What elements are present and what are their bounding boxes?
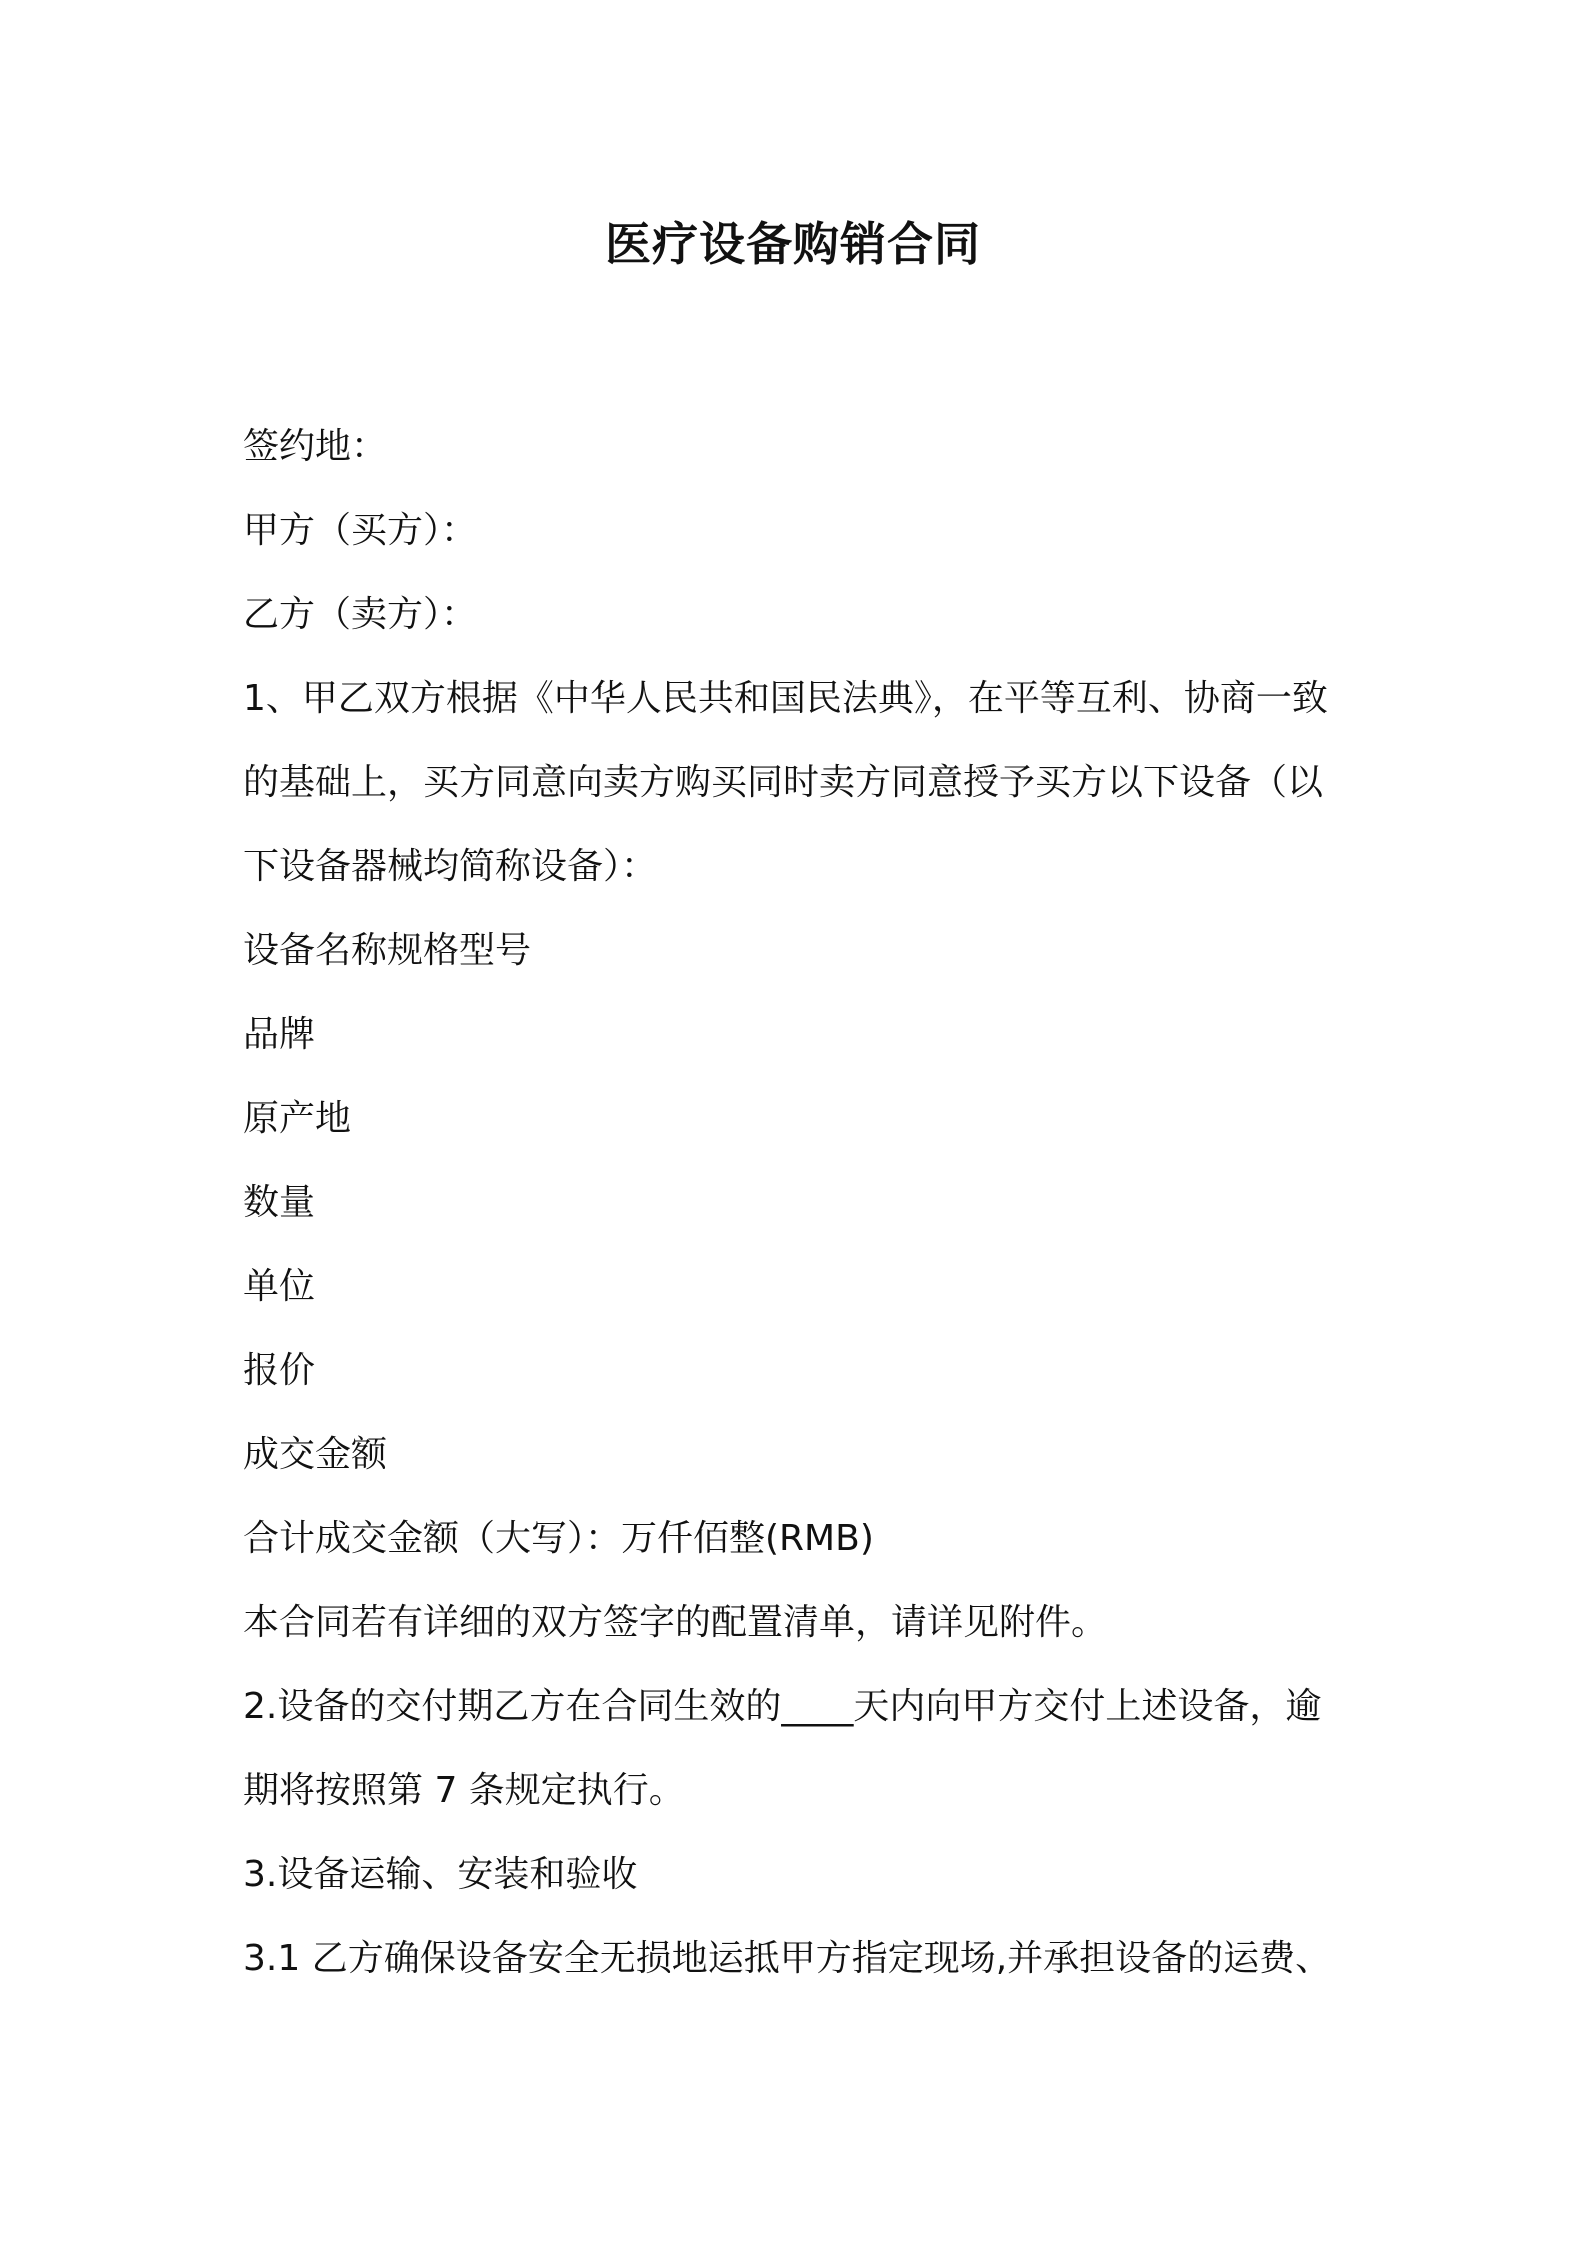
- clause-2-line-2: 期将按照第 7 条规定执行。: [243, 1770, 685, 1811]
- transaction-amount-field: 成交金额: [243, 1434, 388, 1475]
- brand-field: 品牌: [243, 1014, 316, 1055]
- signing-place-line: 签约地：: [243, 426, 388, 467]
- clause-2-line-1: 2.设备的交付期乙方在合同生效的____天内向甲方交付上述设备，逾: [243, 1686, 1322, 1727]
- clause-1-line-1: 1、甲乙双方根据《中华人民共和国民法典》，在平等互利、协商一致: [243, 678, 1328, 719]
- total-amount-line: 合计成交金额（大写）：万仟佰整(RMB): [243, 1518, 874, 1559]
- clause-1-line-2: 的基础上，买方同意向卖方购买同时卖方同意授予买方以下设备（以: [243, 762, 1324, 803]
- document-title: 医疗设备购销合同: [605, 217, 981, 271]
- attachment-note-line: 本合同若有详细的双方签字的配置清单，请详见附件。: [243, 1602, 1108, 1643]
- document-body: [243, 405, 1363, 2001]
- origin-field: 原产地: [243, 1098, 352, 1139]
- party-a-line: 甲方（买方）：: [243, 510, 478, 551]
- quantity-field: 数量: [243, 1182, 316, 1223]
- equipment-name-field: 设备名称规格型号: [243, 930, 532, 971]
- unit-field: 单位: [243, 1266, 316, 1307]
- clause-3-heading: 3.设备运输、安装和验收: [243, 1854, 638, 1895]
- party-b-line: 乙方（卖方）：: [243, 594, 478, 635]
- clause-1-line-3: 下设备器械均简称设备）：: [243, 846, 658, 887]
- clause-3-1-line: 3.1 乙方确保设备安全无损地运抵甲方指定现场,并承担设备的运费、: [243, 1938, 1332, 1979]
- quote-field: 报价: [243, 1350, 316, 1391]
